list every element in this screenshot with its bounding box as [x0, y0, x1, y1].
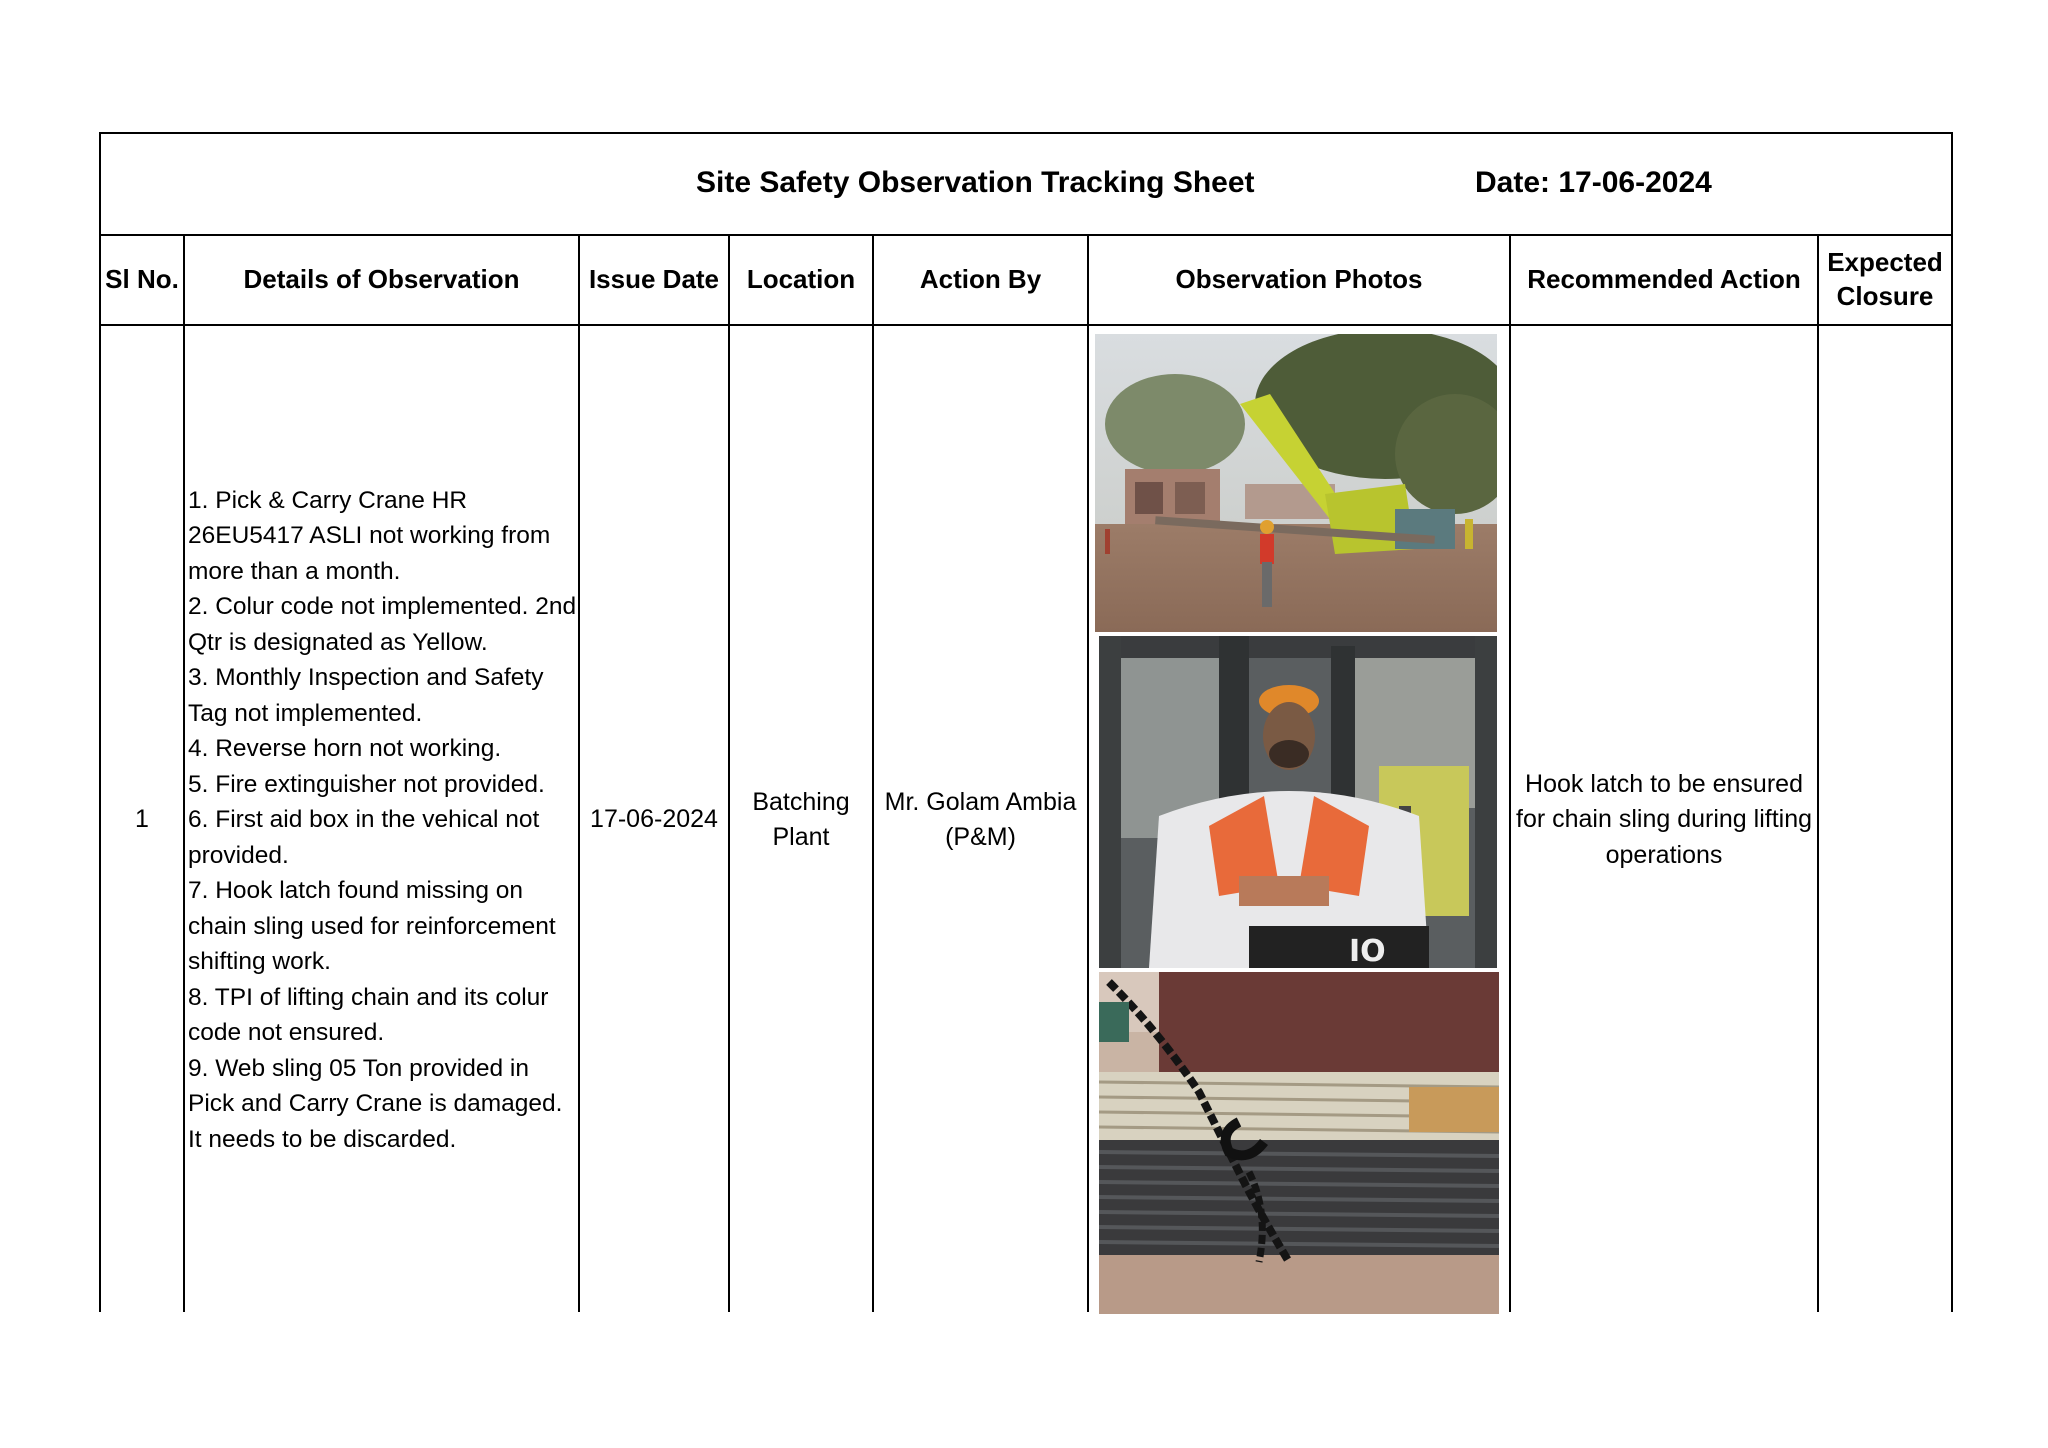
- observation-photo-crane: [1095, 334, 1497, 632]
- observation-list: [188, 483, 579, 1158]
- grid-line: [1087, 236, 1089, 1312]
- sheet-title: Site Safety Observation Tracking Sheet: [696, 166, 1255, 199]
- cell-action-by: [874, 328, 1087, 1312]
- observation-item: 1. Pick & Carry Crane HR 26EU5417 ASLI not working from more than a month.: [188, 486, 551, 585]
- title-row: [101, 134, 1951, 236]
- cell-expected-closure: [1819, 328, 1951, 1312]
- cell-recommended-action: Hook latch to be ensured for chain sling during lifting operations: [1516, 769, 1812, 869]
- col-header-location: Location: [746, 264, 856, 295]
- observation-photo-chain-sling: [1099, 972, 1499, 1314]
- col-header-details: Details of Observation: [243, 264, 520, 295]
- col-header-action-by: Action By: [919, 264, 1042, 295]
- observation-item: 2. Colur code not implemented. 2nd Qtr is designated as Yellow.: [188, 593, 577, 656]
- cell-details: [185, 328, 579, 1312]
- observation-item: 6. First aid box in the vehical not provided.: [188, 806, 540, 869]
- cell-location: Batching Plant: [752, 787, 850, 851]
- grid-line: [1951, 236, 1953, 1312]
- observation-item: 9. Web sling 05 Ton provided in Pick and Carry Crane is damaged. It needs to be discarded.: [188, 1054, 563, 1153]
- col-header-issue-date: Issue Date: [588, 264, 720, 295]
- col-header-sl-no: Sl No.: [105, 264, 179, 295]
- observation-item: 7. Hook latch found missing on chain sling used for reinforcement shifting work.: [188, 877, 556, 976]
- cell-sl-no: 1: [135, 805, 149, 834]
- col-header-recommended: Recommended Action: [1527, 264, 1801, 295]
- observation-item: 3. Monthly Inspection and Safety Tag not implemented.: [188, 664, 544, 727]
- action-by-name: Mr. Golam Ambia: [884, 787, 1077, 816]
- sheet-date: Date: 17-06-2024: [1475, 166, 1712, 199]
- observation-item: 4. Reverse horn not working.: [188, 735, 502, 763]
- svg-text:IO: IO: [1349, 934, 1386, 968]
- action-by-dept: (P&M): [945, 823, 1016, 851]
- observation-item: 8. TPI of lifting chain and its colur code not ensured.: [188, 983, 549, 1047]
- cell-issue-date: 17-06-2024: [590, 805, 718, 834]
- col-header-photos: Observation Photos: [1175, 264, 1423, 295]
- observation-photo-operator: [1099, 636, 1497, 968]
- observation-item: 5. Fire extinguisher not provided.: [188, 770, 545, 798]
- tracking-sheet: [99, 132, 1953, 1312]
- header-row: [101, 236, 1951, 326]
- col-header-expected-closure: Expected Closure: [1827, 247, 1943, 311]
